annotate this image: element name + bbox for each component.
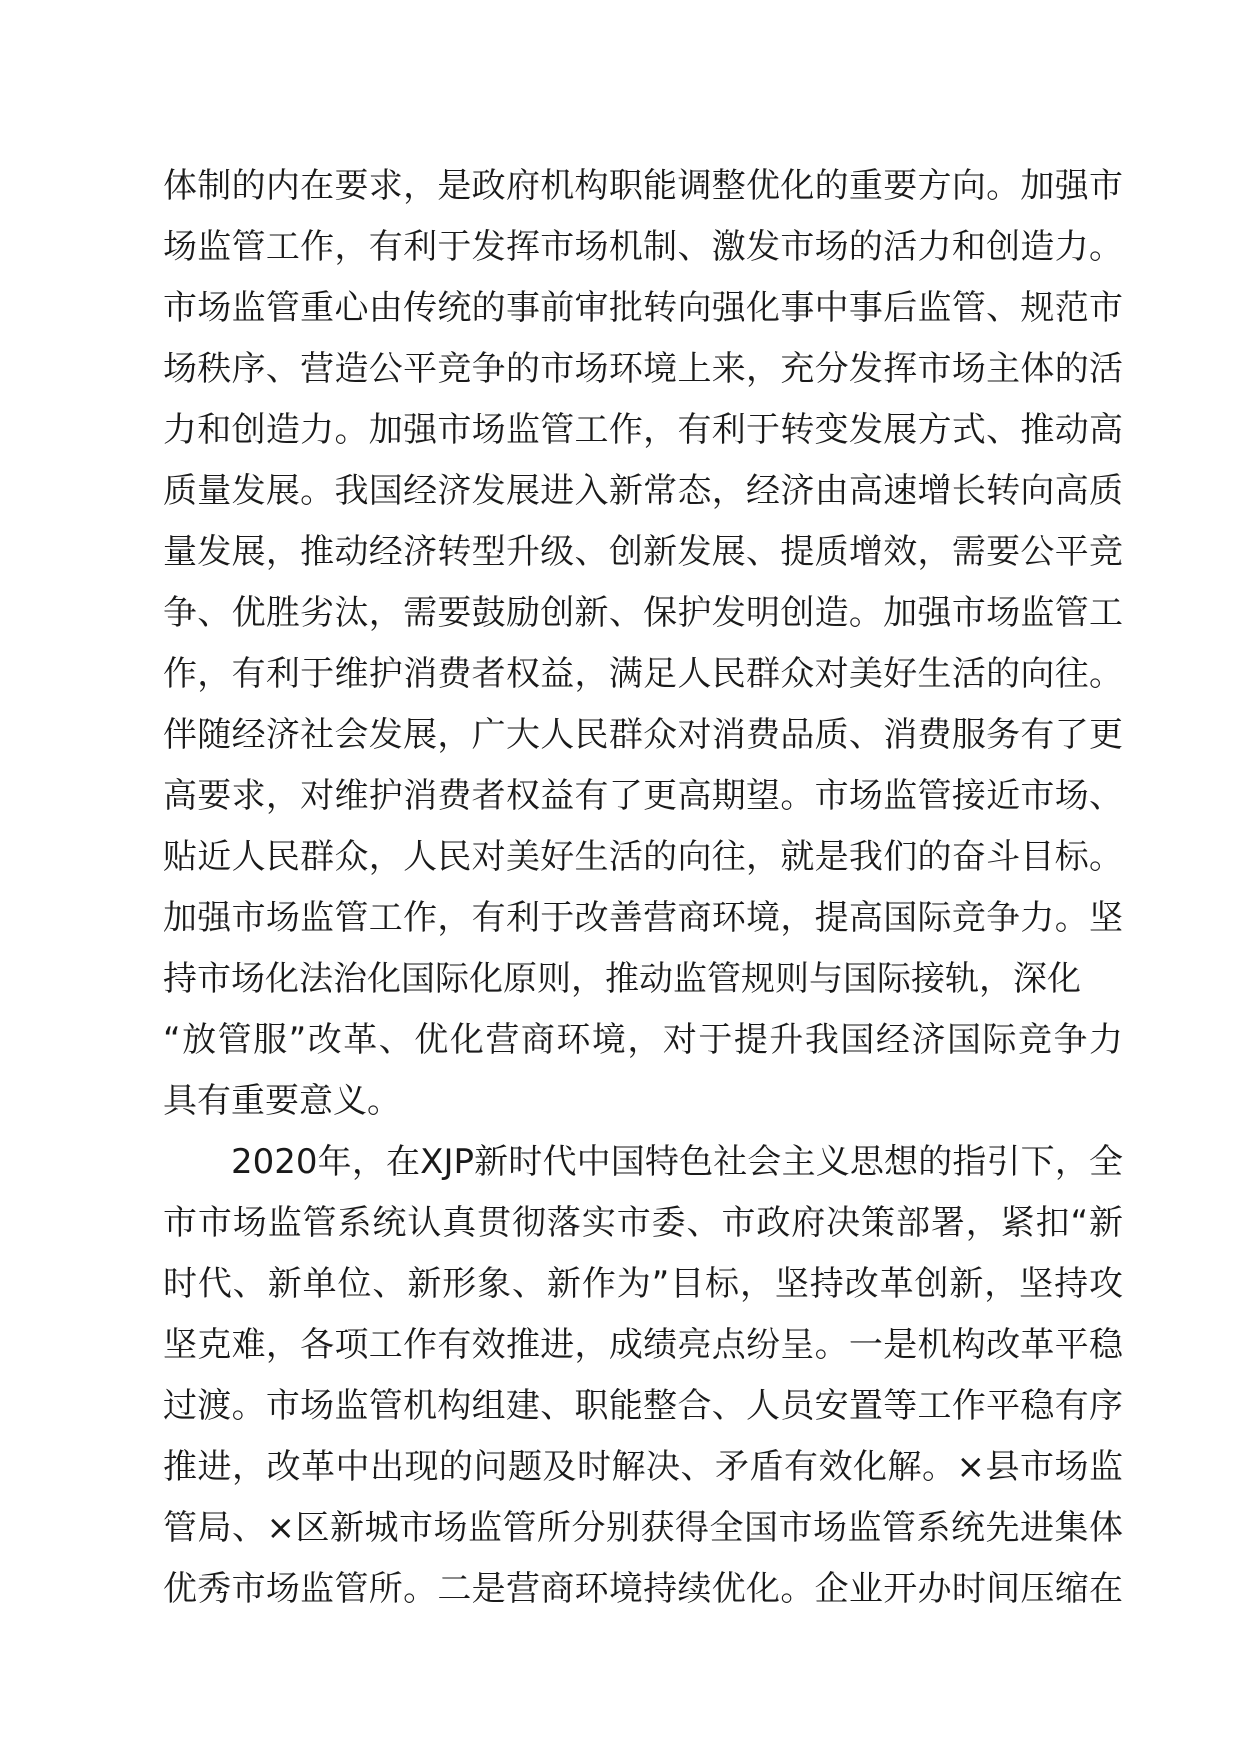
text-line: 推进，改革中出现的问题及时解决、矛盾有效化解。×县市场监 — [163, 1447, 1123, 1487]
text-line: 场秩序、营造公平竞争的市场环境上来，充分发挥市场主体的活 — [163, 349, 1123, 389]
body-text — [163, 156, 1123, 1620]
text-line: 市市场监管系统认真贯彻落实市委、市政府决策部署，紧扣“新 — [163, 1203, 1123, 1243]
text-line: 优秀市场监管所。二是营商环境持续优化。企业开办时间压缩在 — [163, 1569, 1123, 1609]
text-line: 贴近人民群众，人民对美好生活的向往，就是我们的奋斗目标。 — [163, 837, 1123, 877]
text-line: 量发展，推动经济转型升级、创新发展、提质增效，需要公平竞 — [163, 532, 1123, 572]
text-line: 坚克难，各项工作有效推进，成绩亮点纷呈。一是机构改革平稳 — [163, 1325, 1123, 1365]
text-line: 过渡。市场监管机构组建、职能整合、人员安置等工作平稳有序 — [163, 1386, 1123, 1426]
paragraph-end-line: 具有重要意义。 — [163, 1081, 401, 1121]
text-line: 加强市场监管工作，有利于改善营商环境，提高国际竞争力。坚 — [163, 898, 1123, 938]
text-line: 伴随经济社会发展，广大人民群众对消费品质、消费服务有了更 — [163, 715, 1123, 755]
paragraph-start-line: 2020年，在XJP新时代中国特色社会主义思想的指引下，全 — [231, 1142, 1123, 1182]
text-line: 管局、×区新城市场监管所分别获得全国市场监管系统先进集体 — [163, 1508, 1123, 1548]
text-line: 作，有利于维护消费者权益，满足人民群众对美好生活的向往。 — [163, 654, 1123, 694]
text-line: 场监管工作，有利于发挥市场机制、激发市场的活力和创造力。 — [163, 227, 1123, 267]
text-line: 力和创造力。加强市场监管工作，有利于转变发展方式、推动高 — [163, 410, 1123, 450]
text-line: 时代、新单位、新形象、新作为”目标，坚持改革创新，坚持攻 — [163, 1264, 1123, 1304]
text-line: 市场监管重心由传统的事前审批转向强化事中事后监管、规范市 — [163, 288, 1123, 328]
text-line: 体制的内在要求，是政府机构职能调整优化的重要方向。加强市 — [163, 166, 1123, 206]
text-line: “放管服”改革、优化营商环境，对于提升我国经济国际竞争力 — [163, 1020, 1123, 1060]
text-line: 持市场化法治化国际化原则，推动监管规则与国际接轨，深化 — [163, 959, 1081, 999]
text-line: 高要求，对维护消费者权益有了更高期望。市场监管接近市场、 — [163, 776, 1123, 816]
text-line: 质量发展。我国经济发展进入新常态，经济由高速增长转向高质 — [163, 471, 1123, 511]
text-line: 争、优胜劣汰，需要鼓励创新、保护发明创造。加强市场监管工 — [163, 593, 1123, 633]
